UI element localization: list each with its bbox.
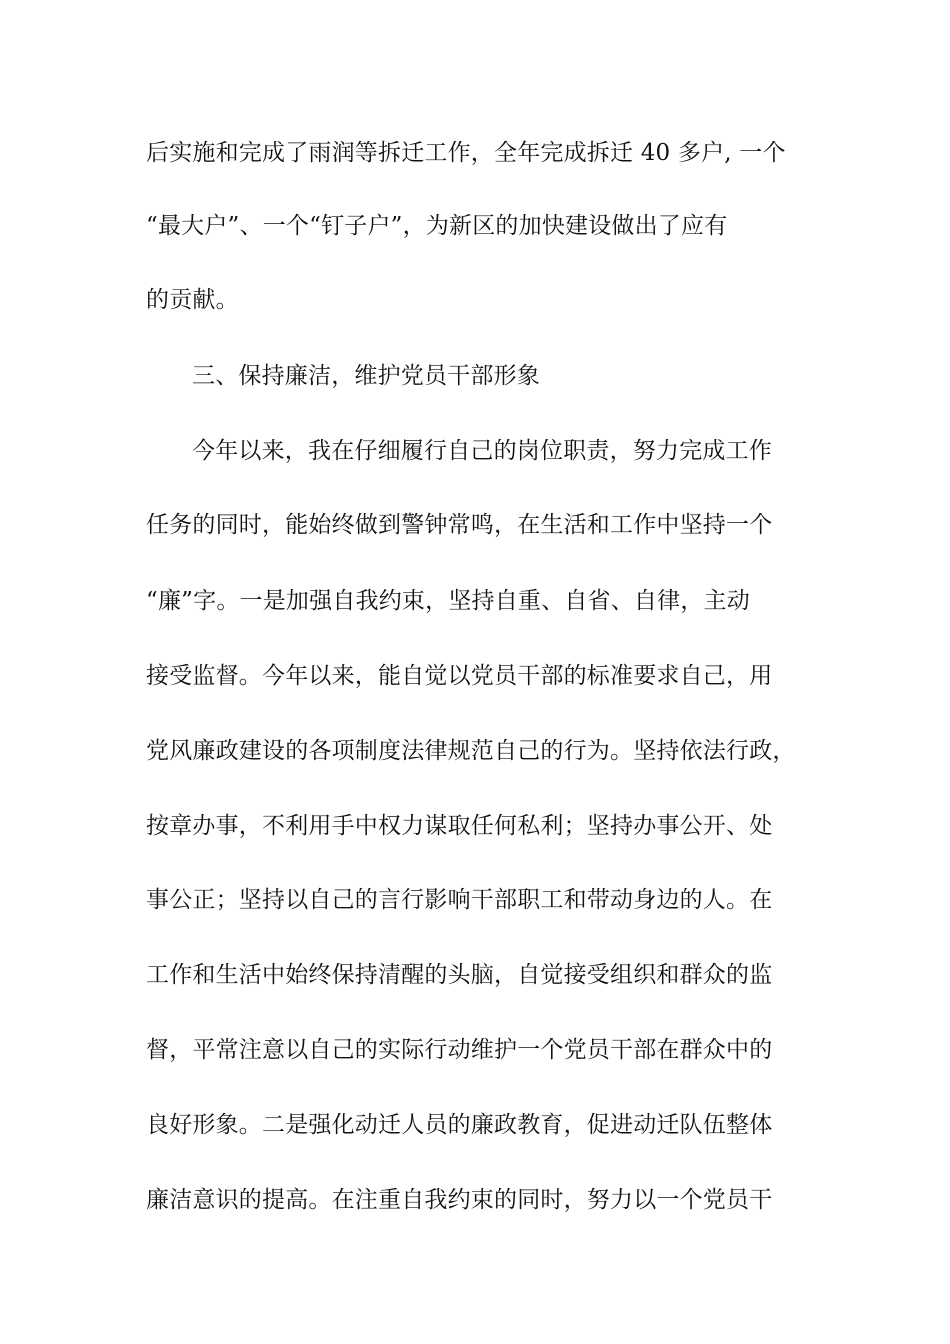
paragraph-line: 今年以来，我在仔细履行自己的岗位职责，努力完成工作	[192, 438, 772, 464]
paragraph-line: 事公正；坚持以自己的言行影响干部职工和带动身边的人。在	[146, 887, 773, 913]
paragraph-line: 督，平常注意以自己的实际行动维护一个党员干部在群众中的	[146, 1037, 773, 1063]
paragraph-line: 工作和生活中始终保持清醒的头脑，自觉接受组织和群众的监	[146, 962, 773, 988]
paragraph-line: 良好形象。二是强化动迁人员的廉政教育，促进动迁队伍整体	[146, 1112, 773, 1138]
paragraph-line: 任务的同时，能始终做到警钟常鸣，在生活和工作中坚持一个	[146, 512, 773, 538]
paragraph-line: “最大户”、一个“钉子户”，为新区的加快建设做出了应有	[146, 213, 728, 239]
paragraph-line: 后实施和完成了雨润等拆迁工作，全年完成拆迁 40 多户, 一个	[146, 140, 786, 166]
paragraph-line: 党风廉政建设的各项制度法律规范自己的行为。坚持依法行政，	[146, 738, 796, 764]
paragraph-line: “廉”字。一是加强自我约束，坚持自重、自省、自律，主动	[146, 588, 750, 614]
paragraph-line: 廉洁意识的提高。在注重自我约束的同时，努力以一个党员干	[146, 1187, 773, 1213]
paragraph-line: 按章办事，不利用手中权力谋取任何私利；坚持办事公开、处	[146, 813, 773, 839]
paragraph-line: 接受监督。今年以来，能自觉以党员干部的标准要求自己，用	[146, 663, 773, 689]
paragraph-line: 的贡献。	[146, 287, 239, 313]
section-heading: 三、保持廉洁，维护党员干部形象	[192, 363, 540, 389]
